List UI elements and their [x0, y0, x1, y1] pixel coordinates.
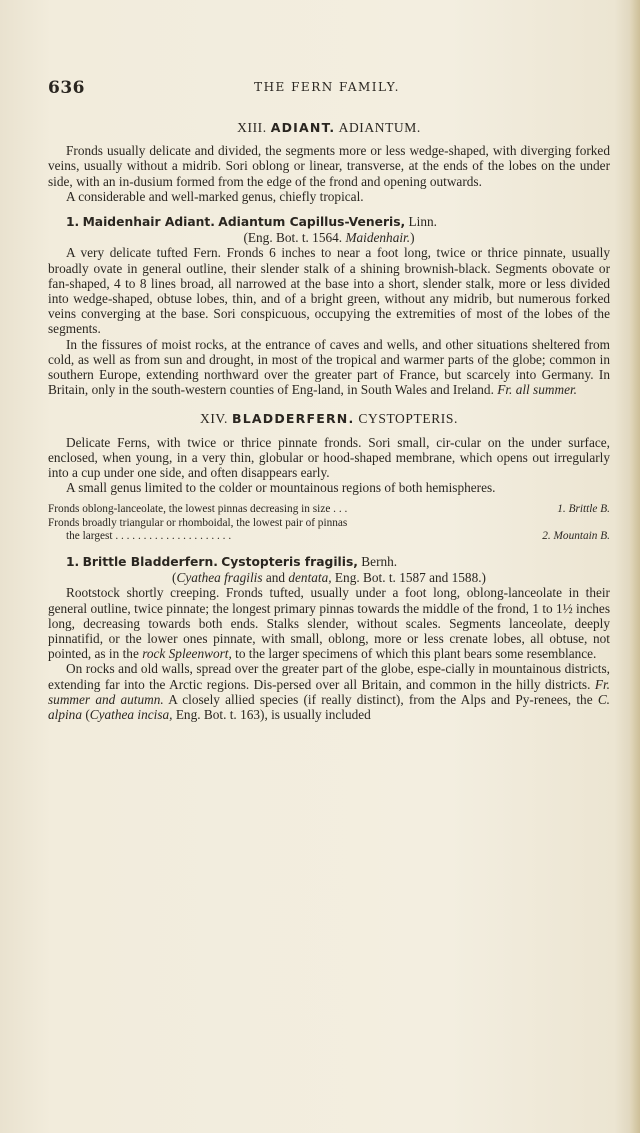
key-row-text: the largest . . . . . . . . . . . . . . . . . . . . .	[66, 530, 232, 543]
species-maidenhair-habitat	[48, 337, 610, 398]
synonym-and: and	[265, 570, 286, 586]
section-13-note: A considerable and well-marked genus, chiefly tropical.	[66, 188, 364, 204]
species-maidenhair-heading	[48, 214, 610, 230]
section-13-numeral: XIII.	[237, 120, 267, 135]
species-maidenhair-reference	[48, 230, 610, 245]
page-header	[48, 78, 606, 102]
section-14-name: BLADDERFERN.	[232, 411, 355, 427]
section-14-latin: CYSTOPTERIS.	[358, 411, 458, 427]
running-head: THE FERN FAMILY.	[254, 80, 400, 94]
key-row	[48, 530, 610, 544]
species-key	[48, 503, 610, 544]
section-gap	[48, 397, 610, 411]
description-text-end: to the larger specimens of which this plant bears some resemblance.	[235, 646, 597, 662]
species-common-name: Maidenhair Adiant.	[82, 215, 215, 230]
section-13-name: ADIANT.	[270, 120, 336, 135]
compared-species: rock Spleenwort,	[142, 646, 232, 662]
key-row-choice: 1. Brittle B.	[557, 503, 610, 516]
habitat-text-3: Eng. Bot. t. 163), is usually included	[175, 707, 371, 722]
synonym-open: (	[172, 570, 177, 586]
species-maidenhair-description: A very delicate tufted Fern. Fronds 6 inches to near a foot long, twice or thrice pinnate, usually broadly ovate in general outline, their slender stalk of a shining brownish-black. Segments obovate or fan-shaped, 4 to 8 lines broad, all narrowed at the base into a short, slender stalk, more or less divided into wedge-shaped, obtuse lobes, thin, and of a bright green, without any midrib, but numerous forked veins converging at the base. Sori conspicuous, occupying the extremities of most of the lobes of the segments.	[48, 245, 610, 337]
reference-text: (Eng. Bot. t. 1564.	[243, 230, 343, 246]
key-row-text: Fronds broadly triangular or rhomboidal, the lowest pair of pinnas	[48, 516, 348, 529]
section-14-title	[48, 411, 610, 426]
section-14-description: Delicate Ferns, with twice or thrice pinnate fronds. Sori small, cir-cular on the under surface, enclosed, when young, in a very thin, globular or hood-shaped membrane, which opens out irregularly into a cup under one side, and often disappears early.	[48, 434, 610, 481]
synonym-2: dentata,	[288, 570, 332, 586]
species-common-name: Brittle Bladderfern.	[82, 554, 218, 569]
fruiting-season: Fr. summer and autumn.	[48, 676, 611, 707]
reference-close: )	[410, 230, 415, 246]
key-row	[48, 503, 610, 517]
habitat-text: On rocks and old walls, spread over the greater part of the globe, espe-cially in mountainous districts, extending far into the Arctic regions. Dis-persed over all Britain, and common in the hilly districts.	[48, 661, 610, 692]
species-latin-name: Cystopteris fragilis,	[221, 554, 358, 569]
key-row-choice: 2. Mountain B.	[542, 530, 610, 543]
section-14-numeral: XIV.	[199, 411, 229, 427]
species-number: 1.	[66, 554, 80, 569]
key-row-text: Fronds oblong-lanceolate, the lowest pinnas decreasing in size . . .	[48, 503, 348, 516]
species-latin-name: Adiantum Capillus-Veneris,	[218, 215, 406, 230]
reference-common-name: Maidenhair.	[345, 230, 411, 246]
section-13-title	[48, 120, 610, 135]
description-text: Rootstock shortly creeping. Fronds tufted, usually under a foot long, oblong-lanceolate in their general outline, twice pinnate; the longest primary pinnas towards the middle of the frond, 1 to 1½ inches long, decreasing towards both ends. Stalks slender, without scales. Segments lanceolate, deeply pinnatifid, or the lower ones pinnate, with small, oblong, more or less crenate lobes, all obtuse, not pointed, as in the	[48, 585, 610, 662]
species-brittle-heading	[48, 554, 610, 570]
paren-open: (	[85, 707, 90, 722]
section-13-latin: ADIANTUM.	[338, 120, 421, 135]
page-number: 636	[48, 78, 85, 98]
species-brittle-habitat	[48, 661, 610, 722]
synonym-reference: Eng. Bot. t. 1587 and 1588.)	[334, 570, 486, 586]
species-authority: Linn.	[408, 214, 437, 230]
fruiting-season: Fr. all summer.	[497, 382, 578, 398]
section-13-description: Fronds usually delicate and divided, the segments more or less wedge-shaped, with diverging forked veins, usually without a midrib. Sori oblong or linear, transverse, at the ends of the lobes on the under side, with an in-dusium formed from the edge of the frond and opening outwards.	[48, 143, 610, 189]
section-14-note: A small genus limited to the colder or mountainous regions of both hemispheres.	[66, 480, 496, 496]
species-brittle-description	[48, 585, 610, 661]
page-body	[48, 120, 610, 722]
allied-species: C. alpina	[48, 691, 611, 722]
key-row	[48, 517, 610, 531]
species-brittle-synonyms	[48, 570, 610, 585]
allied-synonym: Cyathea incisa,	[89, 707, 173, 722]
species-authority: Bernh.	[361, 553, 398, 569]
synonym-1: Cyathea fragilis	[176, 570, 263, 586]
habitat-text-2: A closely allied species (if really distinct), from the Alps and Py-renees, the	[168, 691, 593, 707]
page-edge	[630, 0, 640, 1133]
species-number: 1.	[66, 215, 80, 230]
habitat-text: In the fissures of moist rocks, at the entrance of caves and wells, and other situations sheltered from cold, as well as from sun and drought, in most of the tropical and warmer parts of the globe; common in southern Europe, extending northward over the greater part of France, but scarcely into Germany. In Britain, only in the south-western counties of Eng-land, in South Wales and Ireland.	[48, 336, 610, 398]
